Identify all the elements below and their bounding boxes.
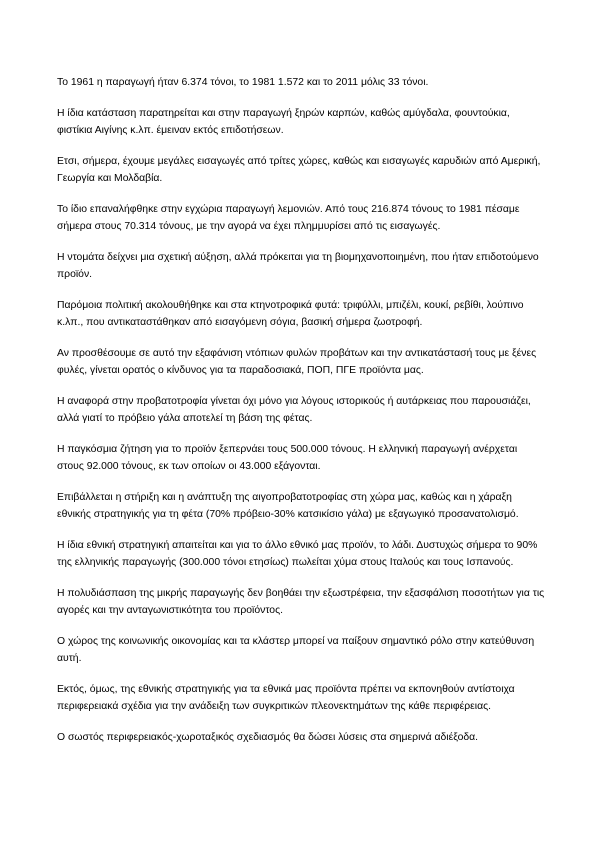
- paragraph-13: Ο χώρος της κοινωνικής οικονομίας και τα κλάστερ μπορεί να παίξουν σημαντικό ρόλο στην κατεύθυνση αυτή.: [57, 636, 535, 664]
- paragraph-3: Ετσι, σήμερα, έχουμε μεγάλες εισαγωγές από τρίτες χώρες, καθώς και εισαγωγές καρυδιών από Αμερική, Γεωργία και Μολδαβία.: [57, 156, 541, 184]
- paragraph-1: Το 1961 η παραγωγή ήταν 6.374 τόνοι, το 1981 1.572 και το 2011 μόλις 33 τόνοι.: [57, 77, 429, 88]
- paragraph-15: Ο σωστός περιφερειακός-χωροταξικός σχεδιασμός θα δώσει λύσεις στα σημερινά αδιέξοδα.: [57, 732, 479, 743]
- paragraph-2: Η ίδια κατάσταση παρατηρείται και στην παραγωγή ξηρών καρπών, καθώς αμύγδαλα, φουντούκια, φιστίκια Αιγίνης κ.λπ. έμειναν εκτός επιδοτήσεων.: [57, 108, 510, 136]
- paragraph-5: Η ντομάτα δείχνει μια σχετική αύξηση, αλλά πρόκειται για τη βιομηχανοποιημένη, που ήταν επιδοτούμενο προϊόν.: [57, 252, 539, 280]
- paragraph-11: Η ίδια εθνική στρατηγική απαιτείται και για το άλλο εθνικό μας προϊόν, το λάδι. Δυστυχώς σήμερα το 90% της ελληνικής παραγωγής (300.000 τόνοι ετησίως) πωλείται χύμα στους Ιταλούς και τους Ισπανούς.: [57, 540, 538, 568]
- paragraph-6: Παρόμοια πολιτική ακολουθήθηκε και στα κτηνοτροφικά φυτά: τριφύλλι, μπιζέλι, κουκί, ρεβίθι, λούπινο κ.λπ., που αντικαταστάθηκαν από εισαγόμενη σόγια, βασική σήμερα ζωοτροφή.: [57, 300, 524, 328]
- paragraph-7: Αν προσθέσουμε σε αυτό την εξαφάνιση ντόπιων φυλών προβάτων και την αντικατάστασή τους με ξένες φυλές, γίνεται ορατός ο κίνδυνος για τα παραδοσιακά, ΠΟΠ, ΠΓΕ προϊόντα μας.: [57, 348, 537, 376]
- paragraph-14: Εκτός, όμως, της εθνικής στρατηγικής για τα εθνικά μας προϊόντα πρέπει να εκπονηθούν αντίστοιχα περιφερειακά σχέδια για την ανάδειξη των συγκριτικών πλεονεκτημάτων της κάθε περιφέρειας.: [57, 684, 515, 712]
- paragraph-8: Η αναφορά στην προβατοτροφία γίνεται όχι μόνο για λόγους ιστορικούς ή αυτάρκειας που παρουσιάζει, αλλά γιατί το πρόβειο γάλα αποτελεί τη βάση της φέτας.: [57, 396, 531, 424]
- paragraph-9: Η παγκόσμια ζήτηση για το προϊόν ξεπερνάει τους 500.000 τόνους. Η ελληνική παραγωγή ανέρχεται στους 92.000 τόνους, εκ των οποίων οι 43.000 εξάγονται.: [57, 444, 518, 472]
- paragraph-4: Το ίδιο επαναλήφθηκε στην εγχώρια παραγωγή λεμονιών. Από τους 216.874 τόνους το 1981 πέσαμε σήμερα στους 70.314 τόνους, με την αγορά να έχει πλημμυρίσει από τις εισαγωγές.: [57, 204, 520, 232]
- paragraph-10: Επιβάλλεται η στήριξη και η ανάπτυξη της αιγοπροβατοτροφίας στη χώρα μας, καθώς και η χάραξη εθνικής στρατηγικής για τη φέτα (70% πρόβειο-30% κατσικίσιο γάλα) με εξαγωγικό προσανατολισμό.: [57, 492, 519, 520]
- paragraph-12: Η πολυδιάσπαση της μικρής παραγωγής δεν βοηθάει την εξωστρέφεια, την εξασφάλιση ποσοτήτων για τις αγορές και την ανταγωνιστικότητα του προϊόντος.: [57, 588, 545, 616]
